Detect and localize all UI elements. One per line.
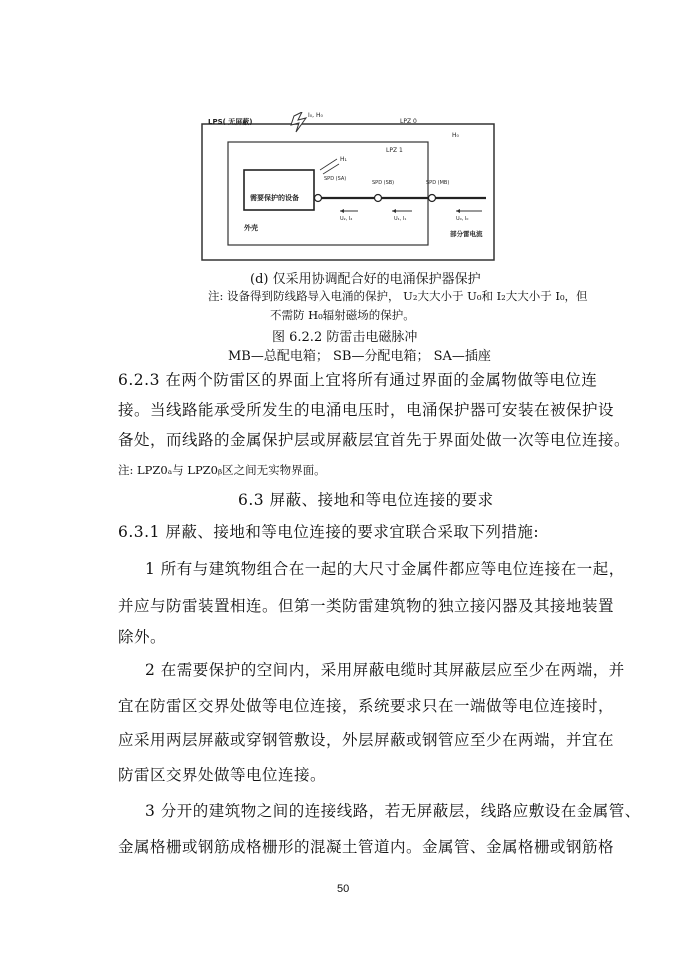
h0-label: H₀ — [452, 132, 459, 139]
spd-mb-icon — [429, 195, 436, 202]
item2-line1: 2 在需要保护的空间内，采用屏蔽电缆时其屏蔽层应至少在两端，并 — [145, 661, 625, 679]
lpz0-label: LPZ 0 — [400, 118, 417, 125]
u2i2-label: U₂, I₂ — [340, 216, 353, 222]
spd-sb-icon — [375, 195, 382, 202]
para-6-2-3-line1: 6.2.3 在两个防雷区的界面上宜将所有通过界面的金属物做等电位连 — [118, 371, 598, 389]
lps-boundary — [202, 124, 494, 260]
figure-subtitle: (d) 仅采用协调配合好的电涌保护器保护 — [250, 272, 481, 287]
lightning-protection-diagram — [200, 112, 500, 262]
spd-sb-label: SPD (SB) — [372, 180, 395, 186]
spd-sa-label: SPD (SA) — [324, 176, 347, 182]
item3-line2: 金属格栅或钢筋成格栅形的混凝土管道内。金属管、金属格栅或钢筋格 — [118, 838, 615, 856]
figure-title: 图 6.2.2 防雷击电磁脉冲 — [272, 330, 418, 345]
lps-label: LPS( 无屏蔽) — [208, 118, 253, 126]
h1-label: H₁ — [340, 156, 347, 163]
shell-label: 外壳 — [244, 224, 258, 232]
lightning-icon — [291, 112, 306, 132]
page-number: 50 — [337, 883, 350, 895]
partial-current-label: 部分雷电流 — [450, 230, 483, 238]
figure-note-line2: 不需防 H₀辐射磁场的保护。 — [270, 308, 415, 322]
spd-mb-label: SPD (MB) — [426, 180, 450, 186]
u1i1-label: U₁, I₁ — [394, 216, 407, 222]
spd-sa-icon — [315, 195, 322, 202]
item2-line4: 防雷区交界处做等电位连接。 — [118, 766, 327, 784]
section-heading: 6.3 屏蔽、接地和等电位连接的要求 — [238, 491, 494, 509]
lpz1-label: LPZ 1 — [386, 147, 403, 154]
item1-line1: 1 所有与建筑物组合在一起的大尺寸金属件都应等电位连接在一起， — [145, 560, 625, 578]
figure-legend: MB—总配电箱； SB—分配电箱； SA—插座 — [228, 349, 491, 364]
note-lpz: 注: LPZ0ₐ与 LPZ0ᵦ区之间无实物界面。 — [118, 463, 326, 477]
item3-line1: 3 分开的建筑物之间的连接线路，若无屏蔽层，线路应敷设在金属管、 — [145, 802, 641, 820]
figure-note-line1: 注: 设备得到防线路导入电涌的保护， U₂大大小于 U₀和 I₂大大小于 I₀，但 — [208, 289, 588, 303]
equipment-box — [244, 170, 314, 210]
para-6-2-3-line3: 备处，而线路的金属保护层或屏蔽层宜首先于界面处做一次等电位连接。 — [118, 431, 631, 449]
para-6-2-3-line2: 接。当线路能承受所发生的电涌电压时，电涌保护器可安装在被保护设 — [118, 401, 615, 419]
item1-line3: 除外。 — [118, 628, 167, 646]
equipment-label: 需要保护的设备 — [250, 194, 299, 202]
item2-line2: 宜在防雷区交界处做等电位连接，系统要求只在一端做等电位连接时， — [118, 697, 615, 715]
para-6-3-1: 6.3.1 屏蔽、接地和等电位连接的要求宜联合采取下列措施: — [118, 523, 540, 541]
item1-line2: 并应与防雷装置相连。但第一类防雷建筑物的独立接闪器及其接地装置 — [118, 597, 615, 615]
item2-line3: 应采用两层屏蔽或穿钢管敷设，外层屏蔽或钢管应至少在两端，并宜在 — [118, 731, 615, 749]
u0i0-label: U₀, I₀ — [456, 216, 469, 222]
strike-label: I₀, H₀ — [308, 112, 323, 119]
